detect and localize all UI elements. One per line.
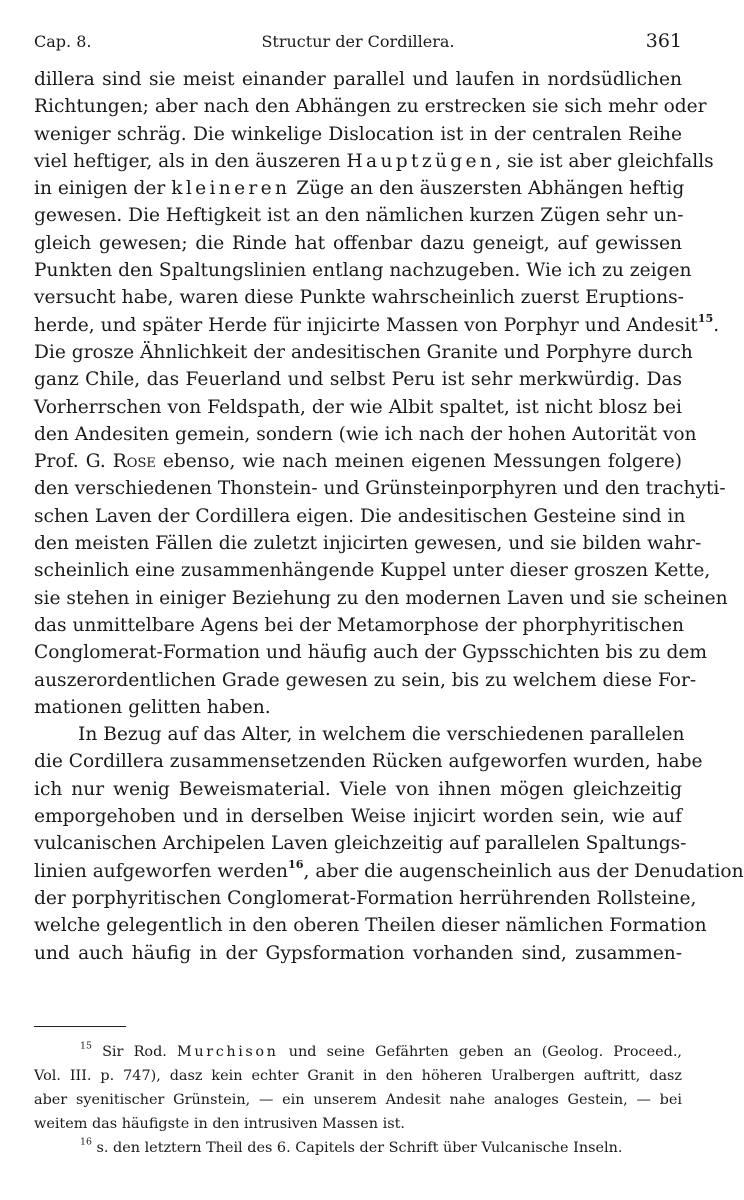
text-line: und auch häufig in der Gypsformation vorhanden sind, zusammen- <box>34 942 682 964</box>
text-line: versucht habe, waren diese Punkte wahrscheinlich zuerst Eruptions- <box>34 287 684 309</box>
text-line: Die grosze Ähnlichkeit der andesitischen Granite und Porphyre durch <box>34 341 693 363</box>
text-line <box>34 448 682 475</box>
text-line: das unmittelbare Agens bei der Metamorphose der phorphyritischen <box>34 614 684 636</box>
footnote-number: 16 <box>80 1136 92 1148</box>
spaced-emphasis: kleineren <box>171 178 291 200</box>
text-line: schen Laven der Cordillera eigen. Die andesitischen Gesteine sind in <box>34 505 686 527</box>
spaced-emphasis: Murchison <box>177 1044 279 1060</box>
text-run: ebenso, wie nach meinen eigenen Messungen folgere) <box>155 451 682 473</box>
main-text <box>34 66 744 967</box>
footnote-number: 15 <box>80 1040 92 1052</box>
text-line: vulcanischen Archipelen Laven gleichzeitig auf parallelen Spaltungs- <box>34 833 687 855</box>
text-line: dillera sind sie meist einander parallel und laufen in nordsüdlichen <box>34 69 682 90</box>
text-run: Prof. G. <box>34 451 113 473</box>
text-line: sie stehen in einiger Beziehung zu den modernen Laven und sie scheinen <box>34 587 728 609</box>
text-line: scheinlich eine zusammenhängende Kuppel unter dieser groszen Kette, <box>34 560 711 582</box>
footnote-reference: 16 <box>288 857 304 871</box>
footnote-separator <box>34 1026 126 1027</box>
text-line: gleich gewesen; die Rinde hat offenbar dazu geneigt, auf gewissen <box>34 232 682 254</box>
text-run: herde, und später Herde für injicirte Massen von Porphyr und Andesit <box>34 314 698 336</box>
text-run: , sie ist aber gleichfalls <box>495 150 714 172</box>
page-number: 361 <box>645 30 682 52</box>
spaced-emphasis: Hauptzügen <box>346 150 496 172</box>
text-line: welche gelegentlich in den oberen Theilen dieser nämlichen Formation <box>34 915 707 937</box>
running-title: Structur der Cordillera. <box>261 32 455 51</box>
text-run: s. den letztern Theil des 6. Capitels der Schrift über Vulcanische Inseln. <box>91 1140 623 1156</box>
footnote-line: Vol. III. p. 747), dasz kein echter Granit in den höheren Uralbergen auftritt, dasz <box>34 1068 682 1084</box>
text-line: auszerordentlichen Grade gewesen zu sein, bis zu welchem diese For- <box>34 669 697 691</box>
text-line: mationen gelitten haben. <box>34 696 271 718</box>
footnote-line <box>34 1136 682 1160</box>
text-line: den meisten Fällen die zuletzt injicirten gewesen, und sie bilden wahr- <box>34 533 702 555</box>
footnotes <box>34 1040 682 1160</box>
text-line: In Bezug auf das Alter, in welchem die verschiedenen parallelen <box>78 724 685 746</box>
text-line <box>34 857 744 885</box>
text-line: der porphyritischen Conglomerat-Formation herrührenden Rollsteine, <box>34 887 697 909</box>
text-line: Conglomerat-Formation und häufig auch der Gypsschichten bis zu dem <box>34 642 708 664</box>
text-line: ich nur wenig Beweismaterial. Viele von ihnen mögen gleichzeitig <box>34 778 682 800</box>
text-line: gewesen. Die Heftigkeit ist an den nämlichen kurzen Zügen sehr un- <box>34 205 684 227</box>
running-header <box>34 30 682 56</box>
text-line: die Cordillera zusammensetzenden Rücken aufgeworfen wurden, habe <box>34 751 703 773</box>
text-run: . <box>713 314 720 336</box>
text-line: weniger schräg. Die winkelige Dislocation ist in der centralen Reihe <box>34 123 682 145</box>
small-caps-name: Rose <box>112 451 156 473</box>
text-line: emporgehoben und in derselben Weise injicirt worden sein, wie auf <box>34 806 682 828</box>
text-line: Punkten den Spaltungslinien entlang nachzugeben. Wie ich zu zeigen <box>34 260 692 282</box>
text-line: den verschiedenen Thonstein- und Grünsteinporphyren und den trachyti- <box>34 478 726 500</box>
text-line <box>34 148 714 175</box>
text-run: Züge an den äuszersten Abhängen heftig <box>290 178 685 200</box>
text-run: linien aufgeworfen werden <box>34 860 289 882</box>
text-line: den Andesiten gemein, sondern (wie ich nach der hohen Autorität von <box>34 423 697 445</box>
footnote-line: aber syenitischer Grünstein, — ein unserem Andesit nahe analoges Gestein, — bei <box>34 1092 682 1108</box>
footnote-reference: 15 <box>697 311 714 325</box>
text-line <box>34 311 720 339</box>
text-line <box>34 175 685 202</box>
footnote-line <box>34 1040 682 1064</box>
chapter-label: Cap. 8. <box>34 32 92 51</box>
text-run: und seine Gefährten geben an (Geolog. Proceed., <box>278 1044 682 1060</box>
text-run: Sir Rod. <box>91 1044 178 1060</box>
text-run: viel heftiger, als in den äuszeren <box>34 150 347 172</box>
text-line: Vorherrschen von Feldspath, der wie Albit spaltet, ist nicht blosz bei <box>34 396 682 418</box>
text-line: ganz Chile, das Feuerland und selbst Peru ist sehr merkwürdig. Das <box>34 369 682 391</box>
footnote-line: weitem das häufigste in den intrusiven Massen ist. <box>34 1116 405 1132</box>
text-line: Richtungen; aber nach den Abhängen zu erstrecken sie sich mehr oder <box>34 96 707 118</box>
text-run: , aber die augenscheinlich aus der Denudation <box>303 860 744 882</box>
text-run: in einigen der <box>34 178 172 200</box>
